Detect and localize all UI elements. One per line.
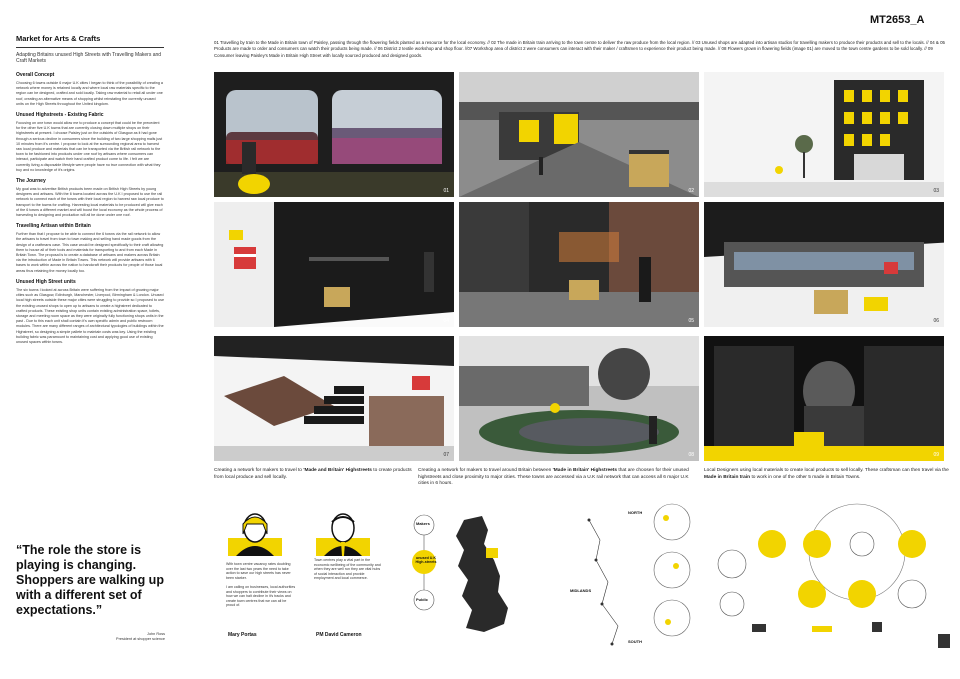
board-subtitle: Adapting Britains unused High Streets with Travelling Makers and Craft Markets [16, 52, 162, 64]
left-column [16, 34, 164, 345]
section-heading: The Journey [16, 178, 46, 185]
section-heading: Unused Highstreets - Existing Fabric [16, 112, 104, 119]
mary-portas-quote: With town centre vacancy rates doubling over the last two years the need to take action to save our high streets has never been starker. I am calling on businesses, local authorities and shoppers to contribute their views on how we can halt decline in it's tracks and create town centres that we can all be proud of. [226, 562, 296, 608]
drawing-code: MT2653_A [870, 14, 925, 26]
section-heading: Overall Concept [16, 72, 55, 78]
section-heading: Unused High Street units [16, 278, 76, 285]
render-number: 05 [688, 318, 694, 324]
david-cameron-portrait [316, 510, 370, 556]
david-cameron-name: PM David Cameron [316, 632, 362, 638]
render-grid [214, 72, 954, 465]
render-05 [459, 202, 699, 327]
render-08 [459, 336, 699, 461]
mary-portas-portrait [228, 510, 282, 556]
section-overall-concept [16, 72, 164, 107]
render-number: 03 [933, 188, 939, 194]
pull-quote: “The role the store is playing is changing. Shoppers are walking up with a different set of expectations.” [16, 543, 164, 617]
render-04 [214, 202, 454, 327]
render-07 [214, 336, 454, 461]
section-text: Choosing 6 towns outside 6 major U.K cities I began to think of the possibility of creating a network where money is retained locally and where local raw materials specific to the region can be designed, crafted and sold locally. Taking raw material to retail all under one roof, creating an alternative means of shopping whilst reinstating the currently unused units on the High Streets throughout the United kingdom. [16, 81, 163, 106]
image-descriptions: 01 Travelling by train to the Made in Britain town of Paisley, passing through the flowering fields planted as a resource for the local economy. // 02 The made in Britain train arriving to the town centre to deliver the raw produce from the local region. // 03 Unused shops are adapted into artisan studios for travelling makers to produce their products and sell to the locals. // 04 & 05 Products are made to order and consumers can watch their products being made. // 06 District 2 textile workshop and shop floor. //07 Workshop area of district 2 were consumers can interact with their maker / craftsmen to experience their product being made. // 08 Flowers grown in flowering fields (image 01) are moved to the town centre gardens to be sold locally. // 09 Consumer leaving Paisley's Made in Britain High Street with locally sourced produced and designed goods. [214, 40, 945, 58]
map-south-label: SOUTH [628, 639, 642, 644]
section-text: Focusing on one town would allow me to produce a concept that could be the precedent for the other five U.K towns that are currently closing down multiple shops on their highstreets at present. I choose Paisley just on the outskirts of Glasgow as it had gone through a serious decline in consumers since the building of two large shopping malls just 10 minutes from it's centre. I propose to look at the surrounding regional area to harvest raw local produce and materials that can be transported via the British rail network to the town to be fashioned into products under one roof by artisans where consumers can interact, participate and watch their hand crafted product come to life. I felt we are currently living a disposable lifestyle were people have no true connection with what they buy and no knowledge of it's origins. [16, 121, 163, 172]
section-text: Further than that I propose to be able to connect the 6 towns via the rail network to allow the artisans to travel from town to town making and selling hand made goods from the design of a craftmans case. This case would be designed specifically to their craft allowing them to house all of their tools and materials for transporting to and from each Made in Britain Town. The proposal is to create a database of artisans and makers across Britain via the introduction of Made in Britain Towns. This network will provide artisans with 6 bases to work within across the nation to handcraft their products for people of those local areas thus retaining the money locally too. [16, 232, 164, 273]
render-number: 07 [443, 452, 449, 458]
section-travelling-artisan [16, 223, 164, 274]
caption-right: Local Designers using local materials to create local products to sell locally. These craftsman can then travel via the Made in Britain train to work in one of the other 5 made in Britain Towns. [704, 468, 949, 480]
render-number: 04 [443, 318, 449, 324]
render-number: 08 [688, 452, 694, 458]
render-number: 09 [933, 452, 939, 458]
attrib-role: President at shopper science [116, 637, 165, 641]
mary-portas-name: Mary Portas [228, 632, 257, 638]
section-unused-units [16, 279, 164, 345]
diagram-makers-label: Makers [416, 521, 430, 526]
section-text: The six towns I looked at across Britain were suffering from the impact of growing major cities such as Glasgow, Edinburgh, Manchester, Liverpool, Birmingham & London. Unused local high streets outside these major cities were struggling to provide so I proposed to use the existing unused shops to open up to artisans to create a highstreet dedicated to crafted products. These existing shop units contain existing administration space, toilets, storage and meeting room space as they were originally fully functioning shops units in the past - Due to this each unit shall contain it's own specific admin and public restroom modules. There are many different ranges of architectural typologies of buildings within the Highstreet, so designing a simple pallete to maintain costs was key. Using the existing building fabric was paramount to maintaining cost and applying good use of existing unused spaces within towns. [16, 287, 164, 344]
render-01 [214, 72, 454, 197]
render-number: 06 [933, 318, 939, 324]
section-text: My goal was to advertise British products been made on British High Streets by young designers and artisans. With the 6 towns located across the U.K I proposed to use the rail network to connect each of the towns with their local region to harvest raw local produce to transport to the towns for crafting. Harvesting local materials to be produced will give each of the 6 towns a different market and will boost the local economy as the whole process of harvesting to designing and production will all be done under one roof. [16, 187, 164, 218]
quote-attribution [95, 632, 165, 642]
section-heading: Travelling Artisan within Britain [16, 223, 91, 230]
network-diagram [404, 500, 698, 650]
diagram-public-label: Public [416, 597, 429, 602]
map-midlands-label: MIDLANDS [570, 588, 592, 593]
title-rule [16, 47, 164, 48]
caption-middle: Creating a network for makers to travel around Britain between 'Made in Britain' Highstreets that are choosen for their unused highstreets and close proximity to major cities. These towns are accessed via a U.K rail network that can access all 6 major U.K cities in 6 hours. [418, 468, 689, 486]
render-09 [704, 336, 944, 461]
section-the-journey [16, 178, 164, 218]
render-number: 02 [688, 188, 694, 194]
attrib-name: John Ross [147, 632, 165, 636]
board-title: Market for Arts & Crafts [16, 34, 101, 43]
render-03 [704, 72, 944, 197]
diagram-hub-label: unused U.K High-streets [415, 556, 437, 564]
render-02 [459, 72, 699, 197]
maker-orbit-diagram [712, 494, 956, 654]
caption-left: Creating a network for makers to travel to 'Made and Britain' Highstreets to create products from local produce and sell locally. [214, 468, 412, 480]
section-unused-highstreets [16, 112, 164, 173]
render-06 [704, 202, 944, 327]
render-number: 01 [443, 188, 449, 194]
david-cameron-quote: Town centres play a vital part in the economic wellbeing of the community and when they are well run they are vital hubs of social interaction and provide employment and local commerce. [314, 558, 381, 581]
map-north-label: NORTH [628, 510, 643, 515]
